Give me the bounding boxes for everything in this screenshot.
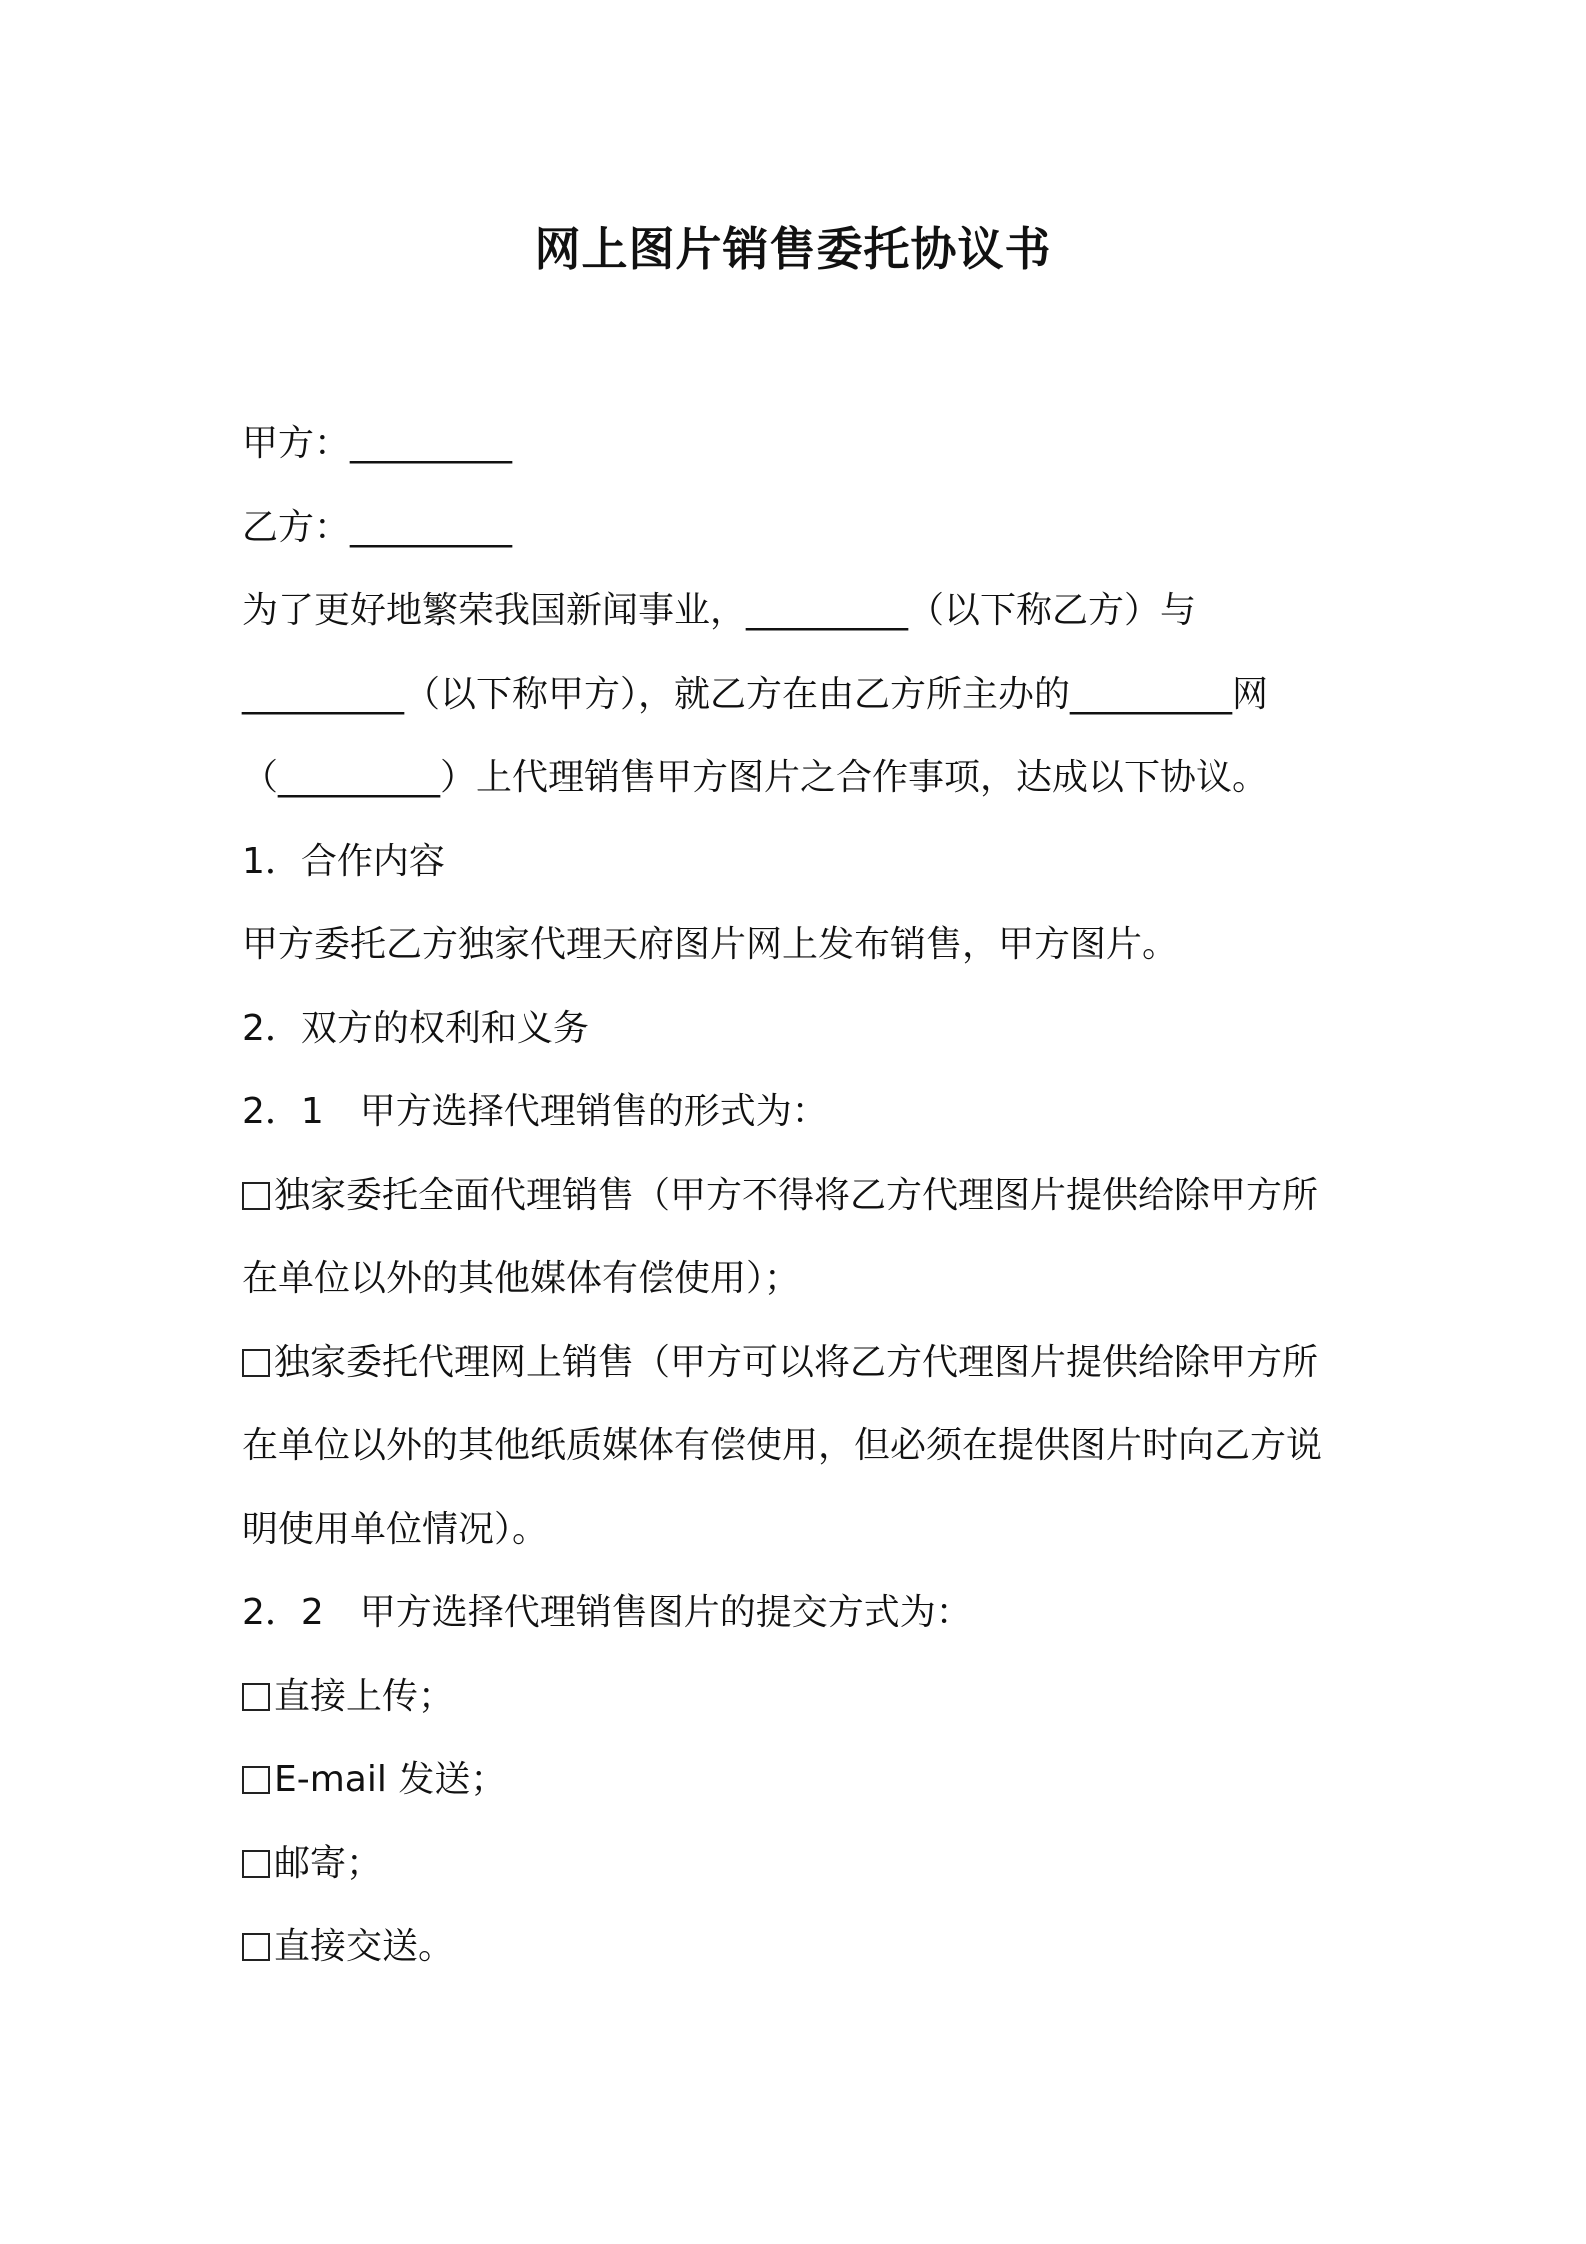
- submit-option-1-text: 直接上传；: [274, 1675, 455, 1717]
- section-1-text: 甲方委托乙方独家代理天府图片网上发布销售，甲方图片。: [242, 924, 1179, 965]
- option-2-text: 独家委托代理网上销售（甲方可以将乙方代理图片提供给除甲方所: [274, 1341, 1319, 1383]
- submit-option-2: [242, 1738, 1362, 1822]
- intro-line-3: （_________）上代理销售甲方图片之合作事项，达成以下协议。: [242, 757, 1269, 798]
- section-2-heading: 2．双方的权利和义务: [242, 1007, 589, 1049]
- document-body: [242, 402, 1362, 1989]
- party-a-line: 甲方：_________: [242, 423, 513, 464]
- section-2-1-heading: 2．1 甲方选择代理销售的形式为：: [242, 1091, 828, 1132]
- intro-line-2: _________（以下称甲方），就乙方在由乙方所主办的_________网: [242, 673, 1269, 715]
- option-2-line-3: 明使用单位情况）。: [242, 1508, 549, 1550]
- checkbox-icon[interactable]: [242, 1683, 270, 1711]
- section-2-2-heading: 2．2 甲方选择代理销售图片的提交方式为：: [242, 1592, 972, 1633]
- document-title: 网上图片销售委托协议书: [534, 222, 1052, 276]
- submit-option-3-text: 邮寄；: [274, 1842, 383, 1884]
- checkbox-icon[interactable]: [242, 1182, 270, 1210]
- option-1-text: 独家委托全面代理销售（甲方不得将乙方代理图片提供给除甲方所: [274, 1174, 1319, 1216]
- submit-option-3: [242, 1822, 1362, 1906]
- option-1-line-2: 在单位以外的其他媒体有偿使用）；: [242, 1258, 801, 1299]
- checkbox-icon[interactable]: [242, 1766, 270, 1794]
- submit-option-4-text: 直接交送。: [274, 1926, 455, 1967]
- submit-option-4: [242, 1905, 1362, 1989]
- submit-option-2-text: E-mail 发送；: [274, 1759, 507, 1800]
- party-b-line: 乙方：_________: [242, 506, 513, 548]
- submit-option-1: [242, 1655, 1362, 1739]
- checkbox-icon[interactable]: [242, 1349, 270, 1377]
- intro-line-1: 为了更好地繁荣我国新闻事业，_________（以下称乙方）与: [242, 590, 1197, 631]
- option-2-line-2: 在单位以外的其他纸质媒体有偿使用，但必须在提供图片时向乙方说: [242, 1425, 1323, 1466]
- checkbox-icon[interactable]: [242, 1850, 270, 1878]
- option-2-line-1: [242, 1321, 1362, 1405]
- section-1-heading: 1．合作内容: [242, 840, 445, 882]
- option-1-line-1: [242, 1154, 1362, 1238]
- checkbox-icon[interactable]: [242, 1933, 270, 1961]
